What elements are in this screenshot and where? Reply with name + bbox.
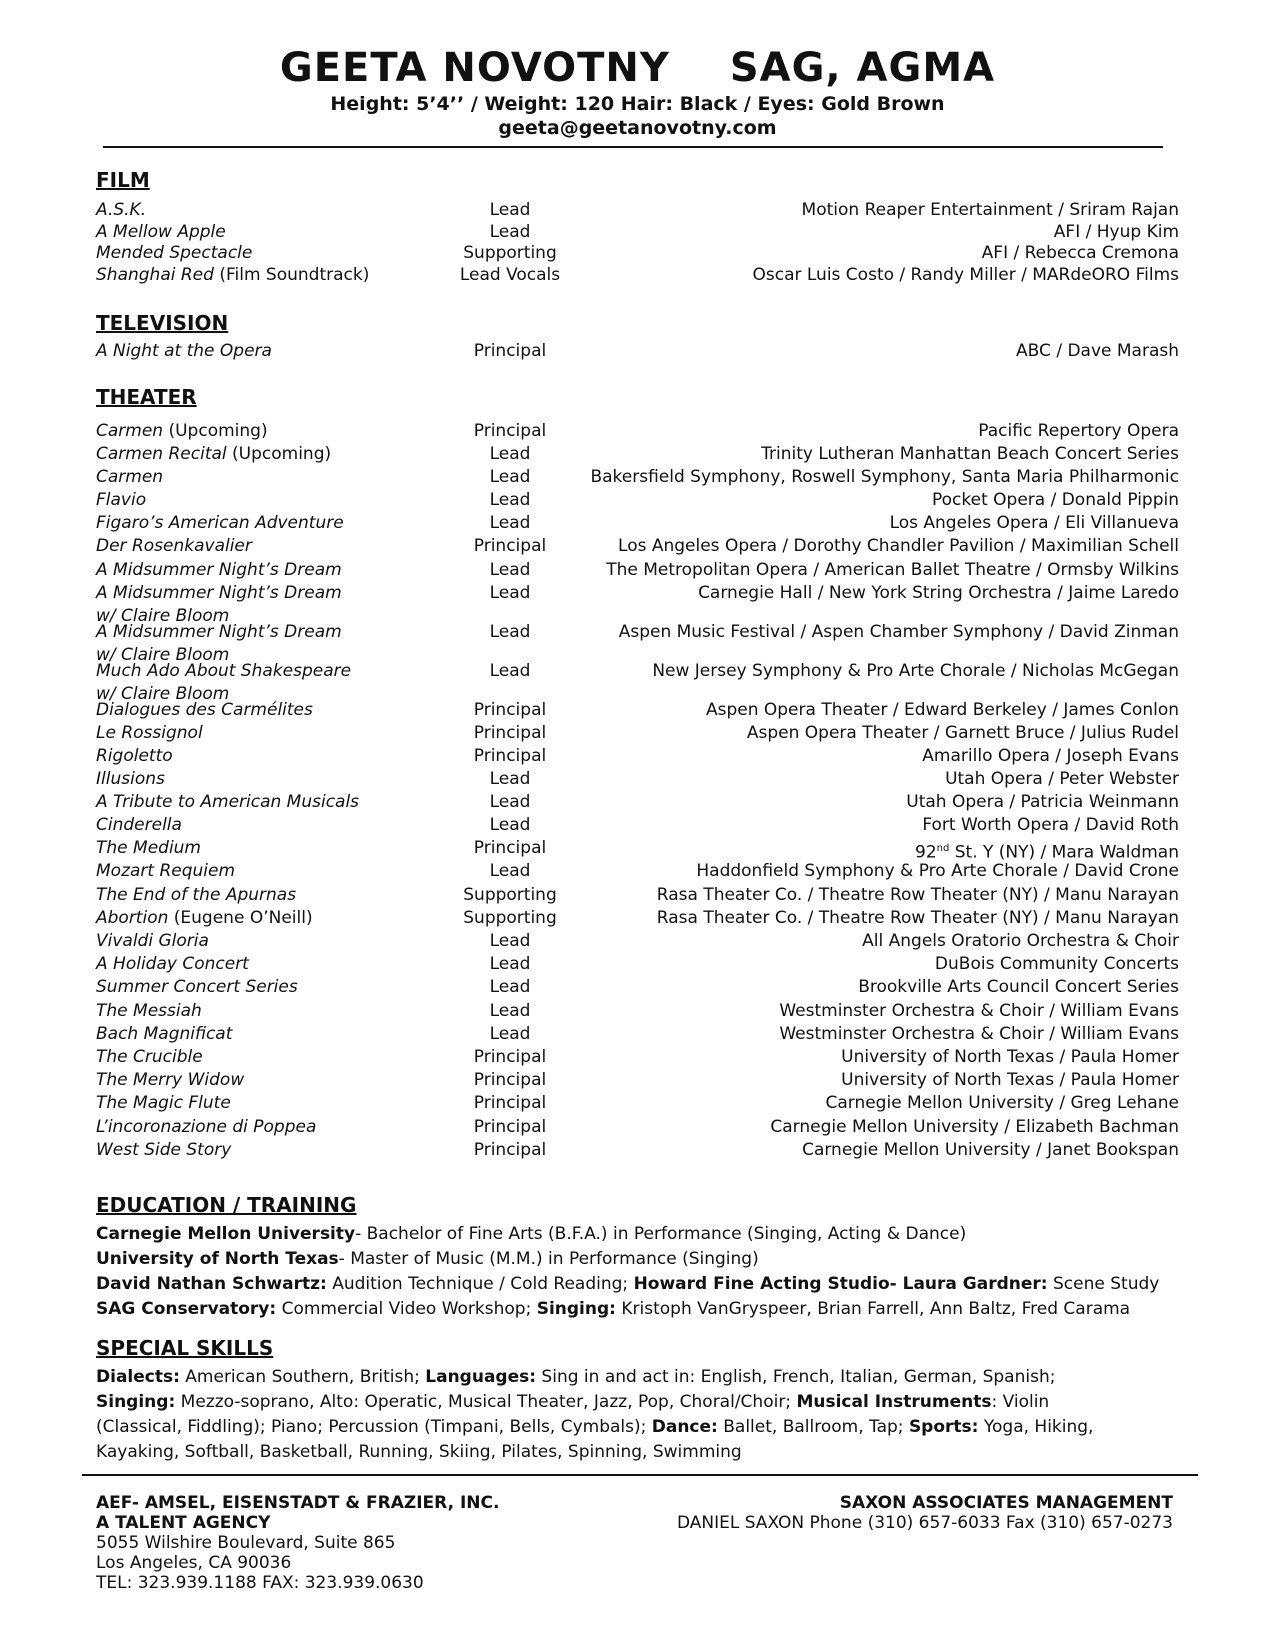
agency-address-line2: Los Angeles, CA 90036 — [96, 1553, 292, 1573]
company-director: Brookville Arts Council Concert Series — [858, 977, 1179, 997]
trainer-name: David Nathan Schwartz: — [96, 1274, 327, 1294]
credit-row — [96, 976, 1179, 999]
role: Lead — [489, 560, 531, 580]
credit-row — [96, 340, 1179, 363]
header-divider — [103, 146, 1163, 148]
role: Lead — [489, 977, 531, 997]
education-line — [96, 1247, 1176, 1272]
production-title: Carmen Recital (Upcoming) — [96, 444, 332, 464]
skill-label: Musical Instruments — [796, 1392, 992, 1412]
production-title: A Mellow Apple — [96, 222, 226, 242]
film-heading: FILM — [96, 168, 150, 192]
role: Supporting — [463, 908, 557, 928]
production-title: West Side Story — [96, 1140, 232, 1160]
trainer-name: Howard Fine Acting Studio- Laura Gardner: — [633, 1274, 1048, 1294]
company-director: Trinity Lutheran Manhattan Beach Concert Series — [761, 444, 1179, 464]
company-director: Carnegie Mellon University / Elizabeth Bachman — [770, 1117, 1179, 1137]
production-title: Mended Spectacle — [96, 243, 253, 263]
role: Lead Vocals — [459, 265, 561, 285]
company-director: Fort Worth Opera / David Roth — [922, 815, 1179, 835]
credit-row — [96, 768, 1179, 791]
training-text: Kristoph VanGryspeer, Brian Farrell, Ann Baltz, Fred Carama — [615, 1299, 1131, 1319]
company-director: Pocket Opera / Donald Pippin — [931, 490, 1179, 510]
production-title: Cinderella — [96, 815, 182, 835]
role: Lead — [489, 200, 531, 220]
performer-name: GEETA NOVOTNY — [279, 45, 670, 91]
production-title: The Crucible — [96, 1047, 203, 1067]
credit-row — [96, 199, 1179, 222]
production-title: Le Rossignol — [96, 723, 203, 743]
credit-row — [96, 884, 1179, 907]
production-title: Dialogues des Carmélites — [96, 700, 313, 720]
school-name: Carnegie Mellon University — [96, 1224, 356, 1244]
company-director: Haddonfield Symphony & Pro Arte Chorale / David Crone — [696, 861, 1179, 881]
management-contact — [677, 1493, 1173, 1533]
role: Lead — [489, 792, 531, 812]
credit-row — [96, 1092, 1179, 1115]
credit-row — [96, 791, 1179, 814]
role: Lead — [489, 490, 531, 510]
production-title: The Medium — [96, 838, 201, 858]
role: Principal — [473, 1117, 547, 1137]
credit-row — [96, 745, 1179, 768]
production-title: Carmen — [96, 467, 164, 487]
credit-row — [96, 1116, 1179, 1139]
skill-text: : Violin (Classical, Fiddling); Piano; Percussion (Timpani, Bells, Cymbals); — [96, 1392, 1050, 1437]
physical-stats: Height: 5’4’’ / Weight: 120 Hair: Black / Eyes: Gold Brown — [330, 93, 945, 115]
company-director: The Metropolitan Opera / American Ballet Theatre / Ormsby Wilkins — [606, 560, 1179, 580]
skill-text: Ballet, Ballroom, Tap; — [717, 1417, 909, 1437]
role: Principal — [473, 421, 547, 441]
degree-text: - Master of Music (M.M.) in Performance (Singing) — [338, 1249, 759, 1269]
trainer-name: SAG Conservatory: — [96, 1299, 277, 1319]
company-director: Amarillo Opera / Joseph Evans — [922, 746, 1179, 766]
credit-row — [96, 443, 1179, 466]
skill-text: Yoga, Hiking, Kayaking, Softball, Basketball, Running, Skiing, Pilates, Spinning, Swimming — [96, 1417, 1094, 1462]
theater-heading: THEATER — [96, 385, 197, 409]
production-title: Abortion (Eugene O’Neill) — [96, 908, 313, 928]
agency-address-line1: 5055 Wilshire Boulevard, Suite 865 — [96, 1533, 396, 1553]
credit-row — [96, 907, 1179, 930]
company-director: Los Angeles Opera / Dorothy Chandler Pavilion / Maximilian Schell — [618, 536, 1179, 556]
company-director: Carnegie Mellon University / Greg Lehane — [825, 1093, 1179, 1113]
credit-row — [96, 930, 1179, 953]
role: Principal — [473, 838, 547, 858]
education-line — [96, 1222, 1176, 1247]
credit-row — [96, 722, 1179, 745]
credit-row — [96, 660, 1179, 704]
agency-phone-fax: TEL: 323.939.1188 FAX: 323.939.0630 — [96, 1573, 424, 1593]
role: Lead — [489, 222, 531, 242]
production-title: A Midsummer Night’s Dream w/ Claire Bloom — [96, 582, 426, 628]
production-title: A Tribute to American Musicals — [96, 792, 360, 812]
company-director: University of North Texas / Paula Homer — [841, 1047, 1179, 1067]
role: Lead — [489, 954, 531, 974]
company-director: AFI / Rebecca Cremona — [981, 243, 1179, 263]
title-note: (Upcoming) — [168, 421, 268, 441]
footer-divider — [82, 1474, 1198, 1476]
skill-label: Singing: — [96, 1392, 176, 1412]
production-title: The Merry Widow — [96, 1070, 245, 1090]
skill-text: American Southern, British; — [179, 1367, 426, 1387]
credit-row — [96, 1000, 1179, 1023]
degree-text: - Bachelor of Fine Arts (B.F.A.) in Performance (Singing, Acting & Dance) — [355, 1224, 967, 1244]
credit-row — [96, 860, 1179, 883]
agency-contact — [96, 1493, 499, 1593]
credit-row — [96, 512, 1179, 535]
credit-row — [96, 420, 1179, 443]
credit-row — [96, 814, 1179, 837]
role: Lead — [489, 815, 531, 835]
email-address[interactable]: geeta@geetanovotny.com — [498, 117, 777, 139]
credit-row — [96, 466, 1179, 489]
company-director: Bakersfield Symphony, Roswell Symphony, Santa Maria Philharmonic — [590, 467, 1179, 487]
company-director: Westminster Orchestra & Choir / William Evans — [779, 1001, 1179, 1021]
performer-name-line — [0, 45, 1275, 91]
company-director: Carnegie Mellon University / Janet Bookspan — [802, 1140, 1179, 1160]
skills-heading: SPECIAL SKILLS — [96, 1336, 274, 1360]
credit-row — [96, 535, 1179, 558]
company-director: Utah Opera / Patricia Weinmann — [906, 792, 1179, 812]
company-director: University of North Texas / Paula Homer — [841, 1070, 1179, 1090]
company-director: DuBois Community Concerts — [934, 954, 1179, 974]
credit-row — [96, 264, 1179, 287]
production-title: Shanghai Red (Film Soundtrack) — [96, 265, 370, 285]
union-affiliations: SAG, AGMA — [729, 45, 996, 91]
role: Supporting — [463, 243, 557, 263]
role: Lead — [489, 444, 531, 464]
role: Lead — [489, 1001, 531, 1021]
credit-row — [96, 1139, 1179, 1162]
production-title: A.S.K. — [96, 200, 147, 220]
credit-row — [96, 582, 1179, 626]
title-second-line: w/ Claire Bloom — [96, 684, 230, 704]
production-title: Der Rosenkavalier — [96, 536, 252, 556]
skill-label: Dialects: — [96, 1367, 180, 1387]
company-director: All Angels Oratorio Orchestra & Choir — [862, 931, 1179, 951]
skill-label: Languages: — [425, 1367, 537, 1387]
company-director: Pacific Repertory Opera — [978, 421, 1179, 441]
role: Lead — [489, 661, 531, 681]
role: Lead — [489, 1024, 531, 1044]
production-title: Carmen (Upcoming) — [96, 421, 268, 441]
training-line — [96, 1297, 1176, 1322]
production-title: A Night at the Opera — [96, 341, 272, 361]
role: Principal — [473, 536, 547, 556]
credit-row — [96, 1023, 1179, 1046]
credit-row — [96, 699, 1179, 722]
agency-name: AEF- AMSEL, EISENSTADT & FRAZIER, INC. — [96, 1493, 500, 1513]
company-director: Aspen Music Festival / Aspen Chamber Symphony / David Zinman — [618, 622, 1179, 642]
role: Principal — [473, 1047, 547, 1067]
training-text: Audition Technique / Cold Reading; — [326, 1274, 634, 1294]
company-director: Motion Reaper Entertainment / Sriram Rajan — [801, 200, 1179, 220]
company-director: Utah Opera / Peter Webster — [945, 769, 1179, 789]
role: Principal — [473, 1093, 547, 1113]
role: Principal — [473, 1140, 547, 1160]
title-note: (Upcoming) — [232, 444, 332, 464]
production-title: Summer Concert Series — [96, 977, 298, 997]
production-title: Bach Magnificat — [96, 1024, 233, 1044]
trainer-name: Singing: — [536, 1299, 616, 1319]
production-title: The End of the Apurnas — [96, 885, 297, 905]
company-director: Rasa Theater Co. / Theatre Row Theater (NY) / Manu Narayan — [656, 908, 1179, 928]
credit-row — [96, 489, 1179, 512]
production-title: Vivaldi Gloria — [96, 931, 209, 951]
skill-label: Sports: — [908, 1417, 979, 1437]
training-line — [96, 1272, 1176, 1297]
education-block — [96, 1222, 1176, 1322]
company-director: Oscar Luis Costo / Randy Miller / MARdeORO Films — [752, 265, 1179, 285]
skill-text: Mezzo-soprano, Alto: Operatic, Musical Theater, Jazz, Pop, Choral/Choir; — [175, 1392, 797, 1412]
role: Principal — [473, 723, 547, 743]
credit-row — [96, 221, 1179, 244]
title-note: (Eugene O’Neill) — [173, 908, 313, 928]
role: Principal — [473, 341, 547, 361]
production-title: A Midsummer Night’s Dream — [96, 560, 342, 580]
role: Lead — [489, 622, 531, 642]
management-phone-fax: DANIEL SAXON Phone (310) 657-6033 Fax (310) 657-0273 — [676, 1513, 1173, 1533]
role: Principal — [473, 700, 547, 720]
title-note: (Film Soundtrack) — [219, 265, 370, 285]
production-title: Rigoletto — [96, 746, 173, 766]
company-director: Aspen Opera Theater / Edward Berkeley / James Conlon — [705, 700, 1179, 720]
company-director: Westminster Orchestra & Choir / William Evans — [779, 1024, 1179, 1044]
role: Lead — [489, 513, 531, 533]
company-director: Rasa Theater Co. / Theatre Row Theater (NY) / Manu Narayan — [656, 885, 1179, 905]
role: Principal — [473, 1070, 547, 1090]
company-director: AFI / Hyup Kim — [1053, 222, 1179, 242]
production-title: L’incoronazione di Poppea — [96, 1117, 317, 1137]
skill-label: Dance: — [651, 1417, 718, 1437]
production-title: Figaro’s American Adventure — [96, 513, 344, 533]
skill-text: Sing in and act in: English, French, Italian, German, Spanish; — [536, 1367, 1056, 1387]
production-title: Much Ado About Shakespeare w/ Claire Bloom — [96, 660, 426, 706]
company-director: Aspen Opera Theater / Garnett Bruce / Julius Rudel — [746, 723, 1179, 743]
company-director: 92nd St. Y (NY) / Mara Waldman — [915, 842, 1179, 863]
company-director: ABC / Dave Marash — [1016, 341, 1179, 361]
role: Principal — [473, 746, 547, 766]
credit-row — [96, 1046, 1179, 1069]
school-name: University of North Texas — [96, 1249, 339, 1269]
title-second-line: w/ Claire Bloom — [96, 606, 230, 626]
production-title: Flavio — [96, 490, 147, 510]
skills-paragraph — [96, 1365, 1136, 1465]
company-director: New Jersey Symphony & Pro Arte Chorale / Nicholas McGegan — [652, 661, 1179, 681]
training-text: Scene Study — [1047, 1274, 1160, 1294]
credit-row — [96, 242, 1179, 265]
credit-row — [96, 837, 1179, 863]
production-title: Mozart Requiem — [96, 861, 236, 881]
role: Lead — [489, 861, 531, 881]
television-heading: TELEVISION — [96, 311, 229, 335]
role: Lead — [489, 769, 531, 789]
role: Lead — [489, 931, 531, 951]
credit-row — [96, 1069, 1179, 1092]
education-heading: EDUCATION / TRAINING — [96, 1193, 357, 1217]
credit-row — [96, 621, 1179, 665]
production-title: Illusions — [96, 769, 165, 789]
role: Supporting — [463, 885, 557, 905]
production-title: The Messiah — [96, 1001, 202, 1021]
company-director: Los Angeles Opera / Eli Villanueva — [889, 513, 1179, 533]
production-title: A Holiday Concert — [96, 954, 249, 974]
production-title: A Midsummer Night’s Dream w/ Claire Bloom — [96, 621, 426, 667]
role: Lead — [489, 467, 531, 487]
credit-row — [96, 559, 1179, 582]
agency-type: A TALENT AGENCY — [96, 1513, 271, 1533]
production-title: The Magic Flute — [96, 1093, 231, 1113]
training-text: Commercial Video Workshop; — [276, 1299, 537, 1319]
company-director: Carnegie Hall / New York String Orchestra / Jaime Laredo — [698, 583, 1179, 603]
management-name: SAXON ASSOCIATES MANAGEMENT — [839, 1493, 1173, 1513]
title-second-line: w/ Claire Bloom — [96, 645, 230, 665]
credit-row — [96, 953, 1179, 976]
role: Lead — [489, 583, 531, 603]
